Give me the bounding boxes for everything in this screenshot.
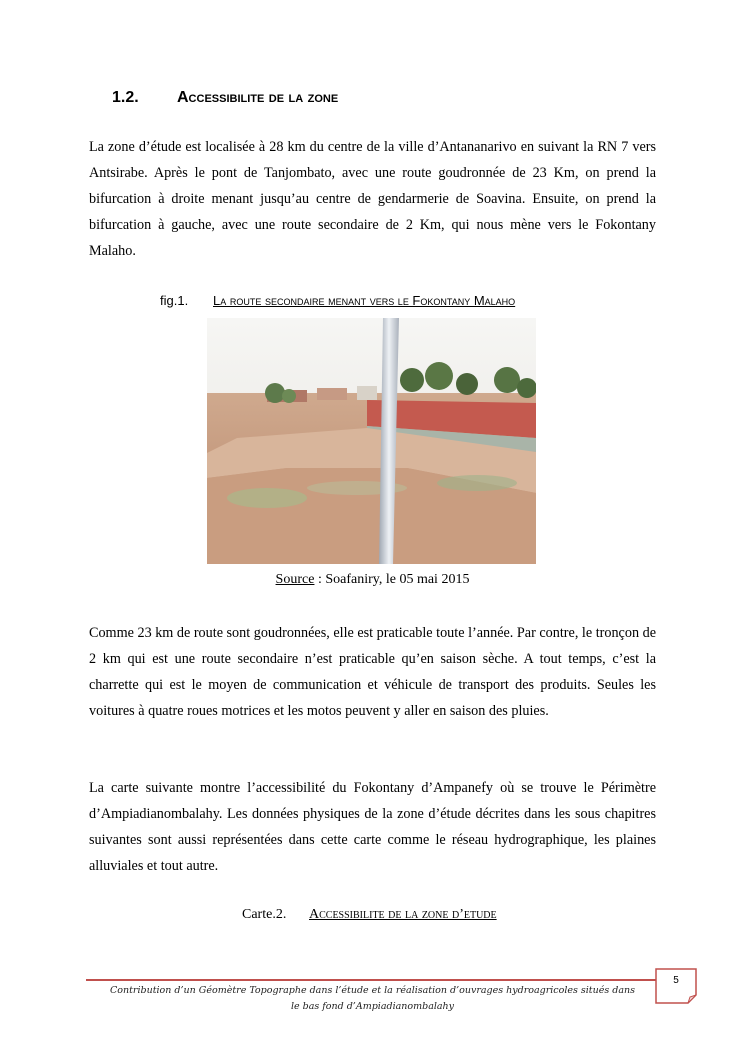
paragraph-access-route: La zone d’étude est localisée à 28 km du centre de la ville d’Antananarivo en suivant la RN 7 vers Antsirabe. Après le pont de Tanjombato, avec une route goudronnée de 23 Km, on prend la bifurcation à droite menant jusqu’au centre de gendarmerie de Soavina. Ensuite, on prend la bifurcation à gauche, avec une route secondaire de 2 Km, qui nous mène vers le Fokontany Malaho. bbox=[89, 139, 656, 259]
section-number: 1.2. bbox=[112, 89, 139, 106]
map-title: Accessibilite de la zone d’etude bbox=[309, 907, 497, 922]
paragraph-map-intro: La carte suivante montre l’accessibilité du Fokontany d’Ampanefy où se trouve le Périmètre d’Ampiadianombalahy. Les données physiques de la zone d’étude décrites dans les sous chapitres suivantes sont aussi représentées dans cette carte comme le réseau hydrographique, les plaines alluviales et tout autre. bbox=[89, 780, 656, 874]
map-label: Carte.2. bbox=[242, 907, 287, 922]
page-number-box bbox=[655, 968, 697, 1004]
section-title: Accessibilite de la zone bbox=[177, 89, 339, 106]
section-heading bbox=[112, 89, 672, 111]
figure-label: fig.1. bbox=[160, 293, 189, 308]
page-corner-icon bbox=[655, 968, 697, 1004]
page-number: 5 bbox=[673, 975, 679, 986]
footer-text: Contribution d’un Géomètre Topographe dans l’étude et la réalisation d’ouvrages hydroagricoles situés dans le bas fond d’Ampiadianombalahy bbox=[110, 985, 635, 1012]
road-photo bbox=[207, 318, 536, 564]
figure-source bbox=[0, 572, 745, 588]
paragraph-road-practicability: Comme 23 km de route sont goudronnées, elle est praticable toute l’année. Par contre, le tronçon de 2 km qui est une route secondaire n’est praticable qu’en saison sèche. A tout temps, c’est la charrette qui est le moyen de communication et véhicule de transport des produits. Seules les voitures à quatre roues motrices et les motos peuvent y aller en saison des pluies. bbox=[89, 625, 656, 719]
figure-caption bbox=[0, 293, 745, 313]
source-label: Source bbox=[275, 572, 315, 587]
figure-title: La route secondaire menant vers le Fokontany Malaho bbox=[213, 293, 516, 308]
source-text: : Soafaniry, le 05 mai 2015 bbox=[314, 572, 470, 587]
map-caption bbox=[0, 907, 745, 927]
footer-rule bbox=[86, 979, 658, 981]
